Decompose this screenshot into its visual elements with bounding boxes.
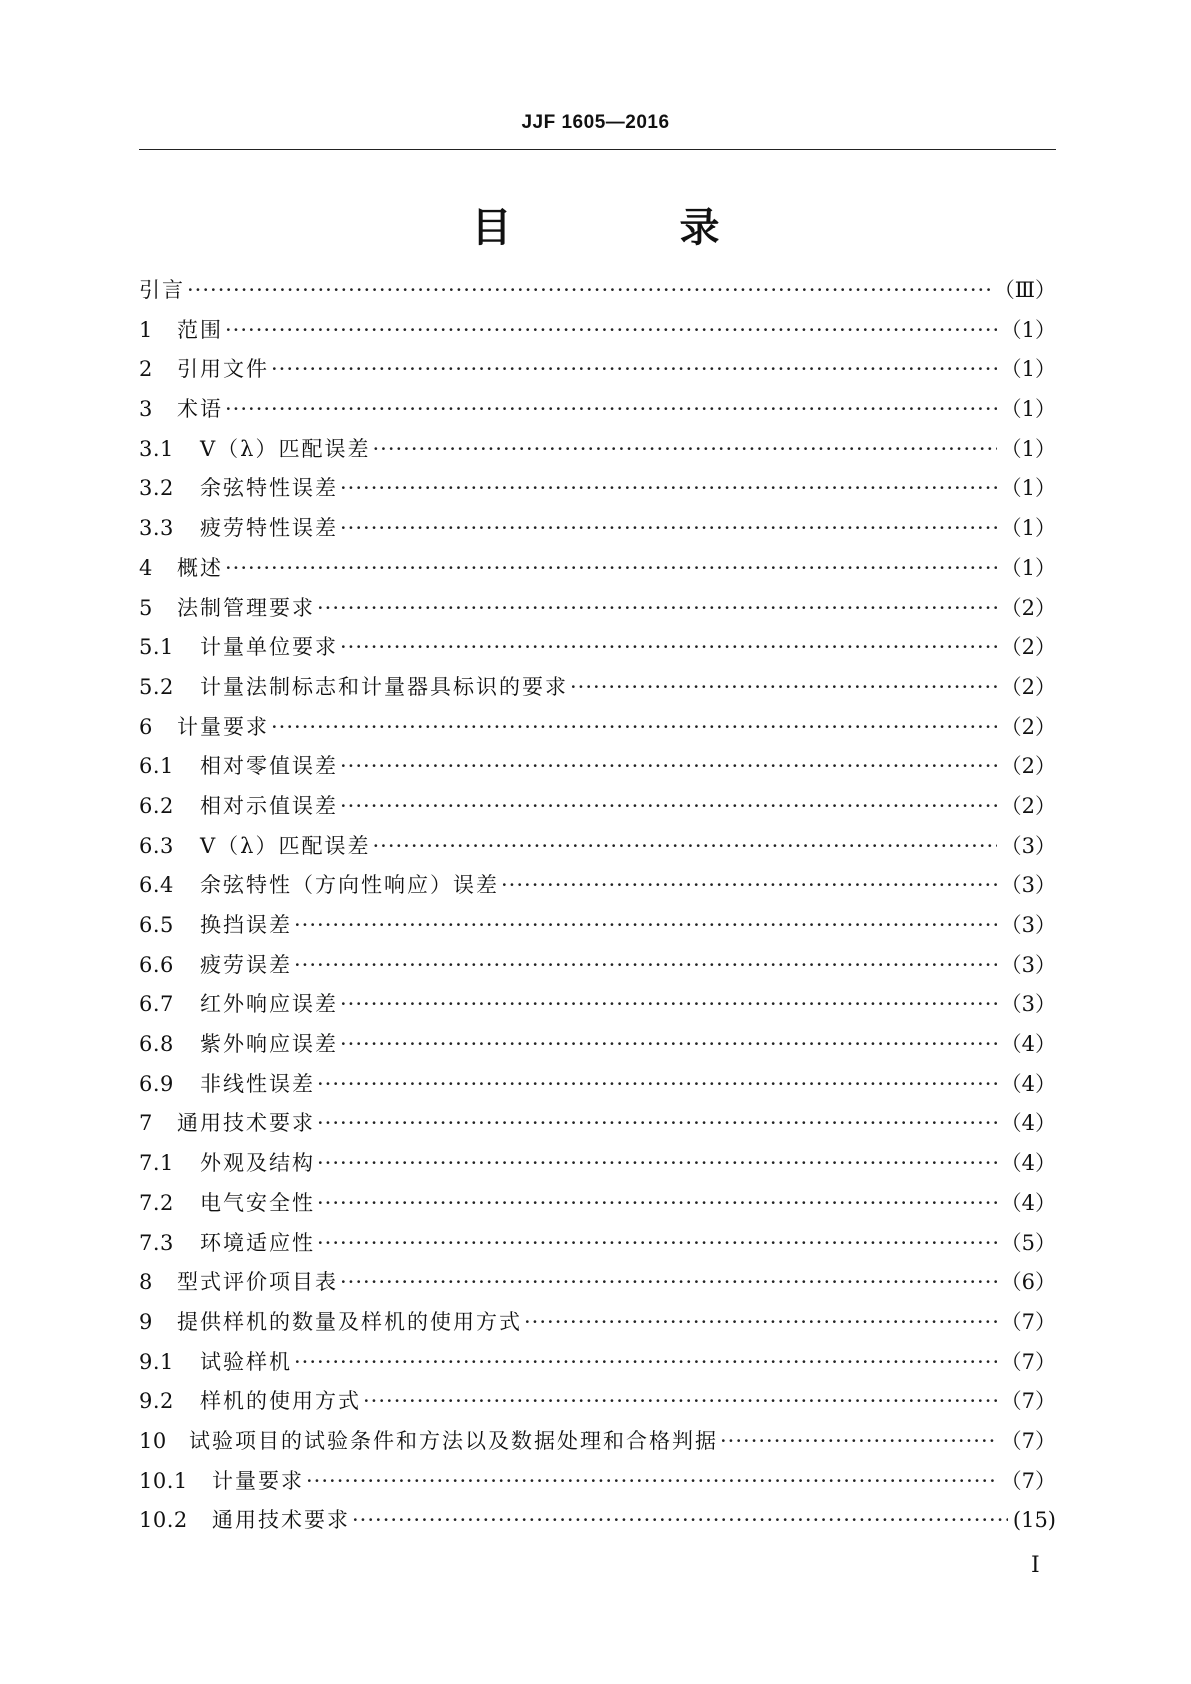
- toc-entry-number: 2: [139, 357, 153, 382]
- toc-entry-title: 试验项目的试验条件和方法以及数据处理和合格判据: [189, 1428, 718, 1453]
- toc-entry-number: 7.1: [139, 1151, 174, 1176]
- toc-entry[interactable]: [139, 752, 1056, 792]
- toc-entry-number: 3.1: [139, 436, 174, 461]
- toc-entry[interactable]: [139, 1189, 1056, 1229]
- toc-entry-number: 10.1: [139, 1468, 188, 1493]
- toc-entry[interactable]: [139, 316, 1056, 356]
- toc-entry-number: 5: [139, 595, 153, 620]
- toc-entry-title: 计量要求: [177, 714, 269, 739]
- toc-entry-number: 7.3: [139, 1230, 174, 1255]
- toc-entry[interactable]: [139, 673, 1056, 713]
- dot-leader: [271, 355, 997, 383]
- toc-entry-page: （1）: [1000, 317, 1056, 342]
- toc-entry-page: （4）: [1000, 1111, 1056, 1136]
- toc-entry[interactable]: [139, 832, 1056, 872]
- toc-entry-number: 5.2: [139, 674, 174, 699]
- toc-entry-number: 9.1: [139, 1349, 174, 1374]
- toc-entry-page: （5）: [1000, 1230, 1056, 1255]
- dot-leader: [187, 276, 990, 304]
- toc-entry-number: 6: [139, 714, 153, 739]
- toc-entry-number: 6.2: [139, 793, 174, 818]
- toc-entry-title: 试验样机: [200, 1349, 292, 1374]
- dot-leader: [340, 752, 997, 780]
- toc-entry[interactable]: [139, 1506, 1056, 1546]
- toc-entry-number: 7: [139, 1111, 153, 1136]
- dot-leader: [372, 832, 996, 860]
- toc-entry-number: 3.2: [139, 476, 174, 501]
- dot-leader: [720, 1427, 997, 1455]
- toc-entry[interactable]: [139, 951, 1056, 991]
- dot-leader: [340, 474, 997, 502]
- toc-entry-page: （1）: [1000, 357, 1056, 382]
- toc-entry-title: 环境适应性: [200, 1230, 315, 1255]
- toc-entry-page: （4）: [1000, 1190, 1056, 1215]
- toc-entry-number: 3: [139, 397, 153, 422]
- dot-leader: [225, 316, 997, 344]
- toc-entry-number: 8: [139, 1270, 153, 1295]
- dot-leader: [317, 1149, 997, 1177]
- toc-entry-page: （2）: [1000, 793, 1056, 818]
- toc-entry[interactable]: [139, 792, 1056, 832]
- toc-entry-page: （1）: [1000, 476, 1056, 501]
- dot-leader: [340, 1030, 997, 1058]
- toc-entry-title: 疲劳误差: [200, 952, 292, 977]
- dot-leader: [317, 1229, 997, 1257]
- toc-entry[interactable]: [139, 1387, 1056, 1427]
- toc-entry-page: （3）: [1000, 952, 1056, 977]
- toc-entry-page: （Ⅲ）: [993, 278, 1056, 302]
- toc-entry-title: 红外响应误差: [200, 992, 338, 1017]
- dot-leader: [340, 514, 997, 542]
- toc-entry-number: 6.1: [139, 754, 174, 779]
- toc-entry-title: V（λ）匹配误差: [200, 833, 371, 858]
- toc-entry[interactable]: [139, 1467, 1056, 1507]
- dot-leader: [363, 1387, 997, 1415]
- toc-entry-page: （2）: [1000, 714, 1056, 739]
- dot-leader: [317, 594, 997, 622]
- toc-entry-title: 术语: [177, 397, 223, 422]
- toc-entry-number: 3.3: [139, 516, 174, 541]
- toc-entry[interactable]: [139, 1070, 1056, 1110]
- toc-entry-number: 6.9: [139, 1071, 174, 1096]
- toc-entry-page: （2）: [1000, 595, 1056, 620]
- toc-entry[interactable]: [139, 514, 1056, 554]
- toc-entry-title: 计量法制标志和计量器具标识的要求: [200, 674, 568, 699]
- toc-entry[interactable]: [139, 1268, 1056, 1308]
- toc-entry-number: 6.4: [139, 873, 174, 898]
- toc-entry[interactable]: [139, 633, 1056, 673]
- toc-entry-page: （6）: [1000, 1270, 1056, 1295]
- toc-entry[interactable]: [139, 713, 1056, 753]
- toc-entry-number: 4: [139, 555, 153, 580]
- header-rule: [139, 149, 1056, 150]
- toc-entry-number: 6.5: [139, 913, 174, 937]
- document-code-header: JJF 1605—2016: [521, 112, 670, 133]
- toc-entry-page: （3）: [1000, 873, 1056, 898]
- dot-leader: [225, 395, 997, 423]
- dot-leader: [294, 1348, 997, 1376]
- toc-entry-page: （1）: [1000, 516, 1056, 541]
- toc-entry-number: 6.8: [139, 1032, 174, 1057]
- toc-entry[interactable]: [139, 395, 1056, 435]
- toc-entry-page: （3）: [1000, 833, 1056, 858]
- toc-entry[interactable]: [139, 1109, 1056, 1149]
- toc-entry[interactable]: [139, 474, 1056, 514]
- toc-entry[interactable]: [139, 1229, 1056, 1269]
- toc-entry-page: （1）: [1000, 436, 1056, 461]
- toc-entry-title: 通用技术要求: [212, 1508, 350, 1533]
- dot-leader: [317, 1070, 997, 1098]
- table-of-contents: [139, 276, 1056, 1546]
- toc-entry-title: 型式评价项目表: [177, 1270, 338, 1295]
- toc-entry-page: （1）: [1000, 397, 1056, 422]
- page-folio-number: Ⅰ: [1031, 1553, 1040, 1578]
- toc-entry-title: 换挡误差: [200, 913, 292, 937]
- toc-entry-page: （3）: [1000, 913, 1056, 937]
- toc-entry-title: 相对示值误差: [200, 793, 338, 818]
- toc-entry-page: （7）: [1000, 1389, 1056, 1414]
- toc-entry-page: （2）: [1000, 674, 1056, 699]
- toc-entry-number: 7.2: [139, 1190, 174, 1215]
- toc-entry-page: （7）: [1000, 1428, 1056, 1453]
- toc-entry-title: 样机的使用方式: [200, 1389, 361, 1414]
- toc-entry-title: 计量要求: [212, 1468, 304, 1493]
- dot-leader: [225, 554, 997, 582]
- toc-entry-title: 引言: [139, 278, 185, 302]
- toc-entry-title: 余弦特性（方向性响应）误差: [200, 873, 499, 898]
- toc-entry-title: 范围: [177, 317, 223, 342]
- toc-entry-number: 10: [139, 1428, 167, 1453]
- toc-entry-number: 10.2: [139, 1508, 188, 1533]
- dot-leader: [352, 1506, 1008, 1534]
- toc-entry-number: 9: [139, 1309, 153, 1334]
- toc-entry-page: （2）: [1000, 635, 1056, 660]
- toc-entry-page: （4）: [1000, 1071, 1056, 1096]
- toc-entry-title: V（λ）匹配误差: [200, 436, 371, 461]
- toc-entry-page: （7）: [1000, 1309, 1056, 1334]
- dot-leader: [317, 1189, 997, 1217]
- toc-entry-title: 通用技术要求: [177, 1111, 315, 1136]
- toc-entry-title: 电气安全性: [200, 1190, 315, 1215]
- toc-entry-number: 6.7: [139, 992, 174, 1017]
- toc-entry[interactable]: [139, 1308, 1056, 1348]
- toc-entry-page: （7）: [1000, 1468, 1056, 1493]
- toc-entry-title: 非线性误差: [200, 1071, 315, 1096]
- dot-leader: [306, 1467, 997, 1495]
- toc-entry-number: 6.3: [139, 833, 174, 858]
- dot-leader: [294, 951, 997, 979]
- toc-entry-page: （1）: [1000, 555, 1056, 580]
- toc-entry-title: 紫外响应误差: [200, 1032, 338, 1057]
- toc-entry[interactable]: [139, 554, 1056, 594]
- toc-entry-title: 余弦特性误差: [200, 476, 338, 501]
- dot-leader: [372, 435, 996, 463]
- toc-entry-title: 相对零值误差: [200, 754, 338, 779]
- toc-entry-page: （4）: [1000, 1032, 1056, 1057]
- toc-entry[interactable]: [139, 1030, 1056, 1070]
- page-title: 目 录: [471, 205, 784, 251]
- toc-entry[interactable]: [139, 911, 1056, 951]
- toc-entry-title: 引用文件: [177, 357, 269, 382]
- dot-leader: [294, 911, 997, 939]
- toc-entry[interactable]: [139, 990, 1056, 1030]
- dot-leader: [570, 673, 997, 701]
- toc-entry-page: （2）: [1000, 754, 1056, 779]
- toc-entry-title: 提供样机的数量及样机的使用方式: [177, 1309, 522, 1334]
- toc-entry[interactable]: [139, 276, 1056, 316]
- toc-entry-number: 5.1: [139, 635, 174, 660]
- toc-entry-page: （7）: [1000, 1349, 1056, 1374]
- dot-leader: [340, 633, 997, 661]
- toc-entry-number: 9.2: [139, 1389, 174, 1414]
- toc-entry-page: （3）: [1000, 992, 1056, 1017]
- toc-entry-title: 计量单位要求: [200, 635, 338, 660]
- toc-entry[interactable]: [139, 871, 1056, 911]
- dot-leader: [340, 792, 997, 820]
- toc-entry[interactable]: [139, 1149, 1056, 1189]
- toc-entry[interactable]: [139, 355, 1056, 395]
- dot-leader: [340, 990, 997, 1018]
- toc-entry-page: (15): [1012, 1508, 1056, 1533]
- toc-entry-title: 外观及结构: [200, 1151, 315, 1176]
- dot-leader: [317, 1109, 997, 1137]
- toc-entry[interactable]: [139, 1348, 1056, 1388]
- toc-entry-number: 6.6: [139, 952, 174, 977]
- toc-entry-title: 概述: [177, 555, 223, 580]
- toc-entry-number: 1: [139, 317, 153, 342]
- dot-leader: [271, 713, 997, 741]
- toc-entry[interactable]: [139, 1427, 1056, 1467]
- dot-leader: [340, 1268, 997, 1296]
- dot-leader: [524, 1308, 997, 1336]
- toc-entry-page: （4）: [1000, 1151, 1056, 1176]
- toc-entry[interactable]: [139, 435, 1056, 475]
- toc-entry-title: 疲劳特性误差: [200, 516, 338, 541]
- dot-leader: [501, 871, 997, 899]
- toc-entry-title: 法制管理要求: [177, 595, 315, 620]
- toc-entry[interactable]: [139, 594, 1056, 634]
